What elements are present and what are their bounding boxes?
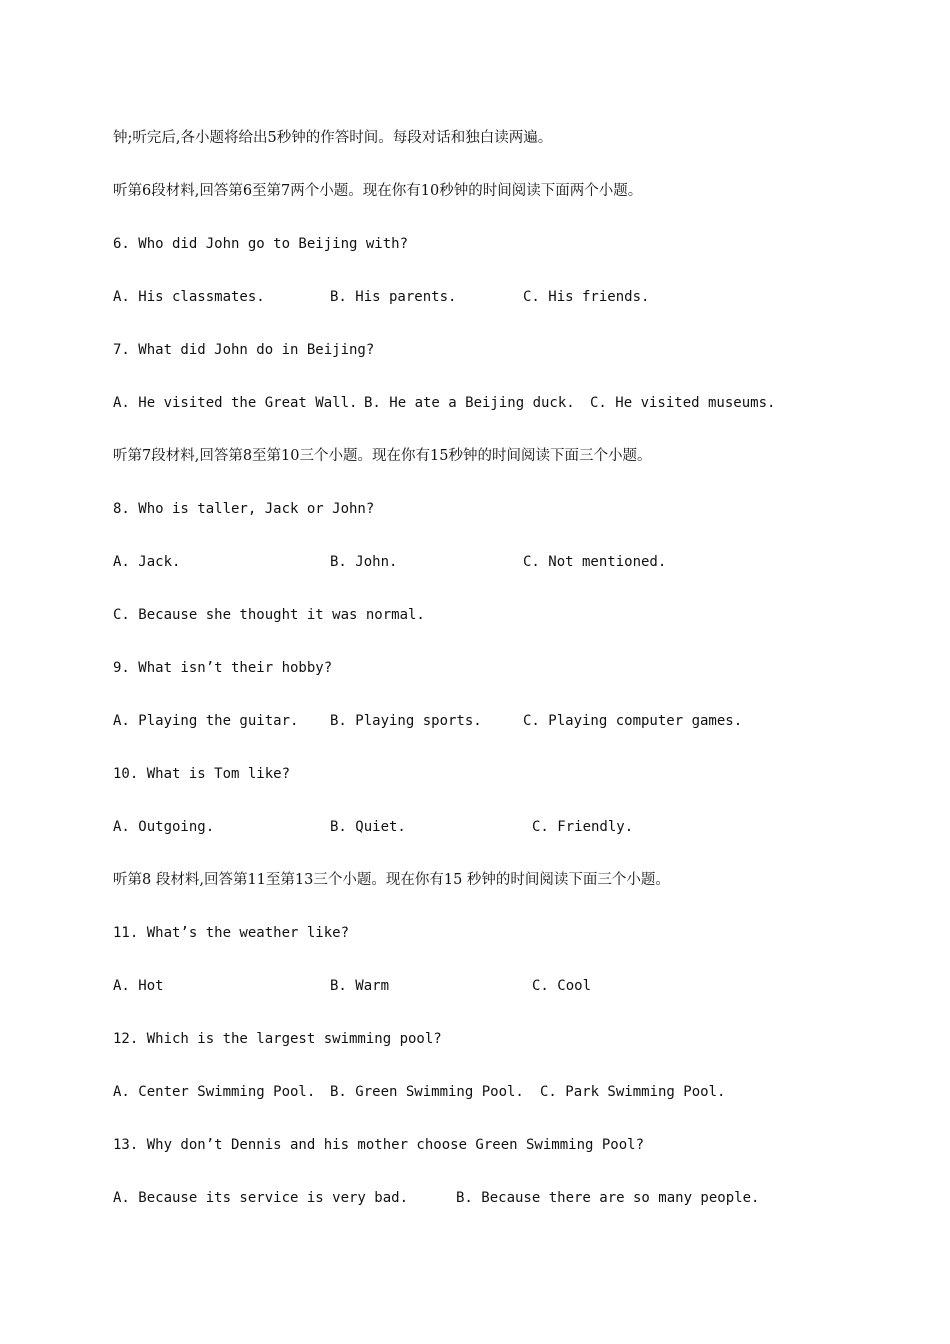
question-10-option-a: A. Outgoing. [113,819,215,835]
question-13-option-a: A. Because its service is very bad. [113,1190,409,1206]
question-11-option-a: A. Hot [113,978,164,994]
question-9-option-a: A. Playing the guitar. [113,713,299,729]
question-9-option-b: B. Playing sports. [330,713,482,729]
question-12-option-b: B. Green Swimming Pool. [330,1084,524,1100]
question-13: 13. Why don’t Dennis and his mother choose Green Swimming Pool? [113,1137,645,1153]
question-13-option-b: B. Because there are so many people. [456,1190,760,1206]
question-8: 8. Who is taller, Jack or John? [113,501,375,517]
question-7-option-c: C. He visited museums. [590,395,776,411]
question-11: 11. What’s the weather like? [113,925,350,941]
instruction-section-8: 听第8 段材料,回答第11至第13三个小题。现在你有15 秒钟的时间阅读下面三个小题。 [113,872,670,888]
question-9: 9. What isn’t their hobby? [113,660,333,676]
stray-option-line: C. Because she thought it was normal. [113,607,425,623]
question-10-option-b: B. Quiet. [330,819,406,835]
instruction-line-1: 钟;听完后,各小题将给出5秒钟的作答时间。每段对话和独白读两遍。 [113,130,553,146]
question-6-option-b: B. His parents. [330,289,457,305]
question-10: 10. What is Tom like? [113,766,291,782]
question-12-option-a: A. Center Swimming Pool. [113,1084,316,1100]
question-7: 7. What did John do in Beijing? [113,342,375,358]
question-6: 6. Who did John go to Beijing with? [113,236,409,252]
question-11-option-c: C. Cool [532,978,592,994]
question-10-option-c: C. Friendly. [532,819,634,835]
instruction-section-6: 听第6段材料,回答第6至第7两个小题。现在你有10秒钟的时间阅读下面两个小题。 [113,183,643,199]
question-7-option-a: A. He visited the Great Wall. [113,395,358,411]
question-7-option-b: B. He ate a Beijing duck. [364,395,575,411]
question-8-option-c: C. Not mentioned. [523,554,667,570]
question-12-option-c: C. Park Swimming Pool. [540,1084,726,1100]
question-11-option-b: B. Warm [330,978,390,994]
instruction-section-7: 听第7段材料,回答第8至第10三个小题。现在你有15秒钟的时间阅读下面三个小题。 [113,448,652,464]
question-6-option-a: A. His classmates. [113,289,265,305]
question-12: 12. Which is the largest swimming pool? [113,1031,442,1047]
question-6-option-c: C. His friends. [523,289,650,305]
question-8-option-b: B. John. [330,554,398,570]
question-9-option-c: C. Playing computer games. [523,713,743,729]
question-8-option-a: A. Jack. [113,554,181,570]
